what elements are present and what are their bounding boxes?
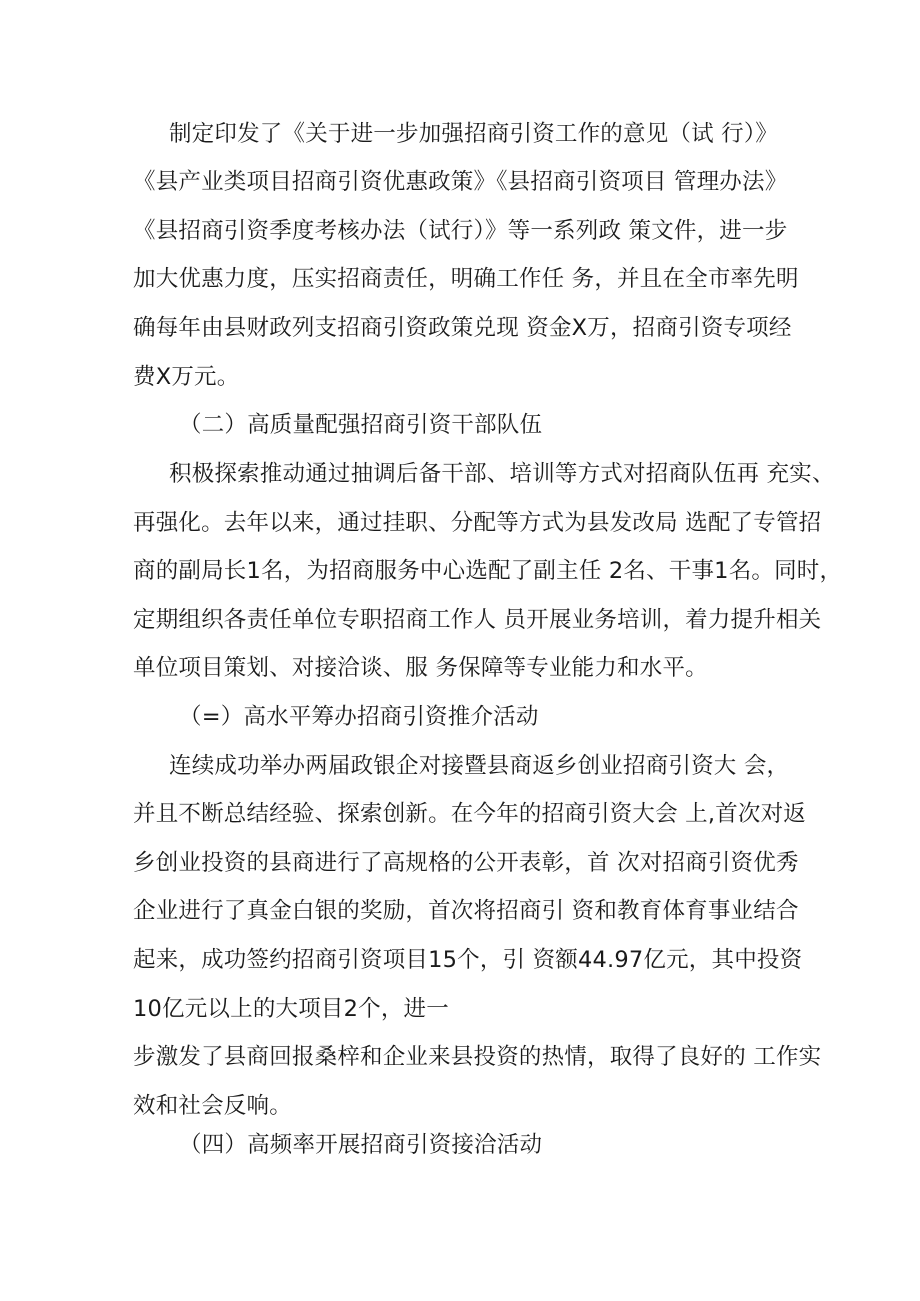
paragraph-line: 定期组织各责任单位专职招商工作人 员开展业务培训，着力提升相关 [133,607,822,633]
paragraph-line: 商的副局长1名，为招商服务中心选配了副主任 2名、干事1名。同时， [133,558,843,584]
paragraph-line: 效和社会反响。 [133,1093,292,1119]
paragraph-line: 并且不断总结经验、探索创新。在今年的招商引资大会 上,首次对返 [133,801,807,827]
section-heading: （二）高质量配强招商引资干部队伍 [179,412,543,438]
section-heading: （四）高频率开展招商引资接洽活动 [179,1132,543,1158]
paragraph-line: 10亿元以上的大项目2个，进一 [133,996,449,1022]
paragraph-line: 起来，成功签约招商引资项目15个，引 资额44.97亿元，其中投资 [133,947,803,973]
paragraph-line: 连续成功举办两届政银企对接暨县商返乡创业招商引资大 会， [169,753,790,779]
paragraph-line: 加大优惠力度，压实招商责任，明确工作任 务，并且在全市率先明 [133,266,799,292]
paragraph-line: 单位项目策划、对接洽谈、服 务保障等专业能力和水平。 [133,655,708,681]
paragraph-line: 费X万元。 [133,364,240,390]
paragraph-line: 积极探索推动通过抽调后备干部、培训等方式对招商队伍再 充实、 [169,461,835,487]
paragraph-line: 制定印发了《关于进一步加强招商引资工作的意见（试 行）》 [169,121,779,147]
paragraph-line: 乡创业投资的县商进行了高规格的公开表彰，首 次对招商引资优秀 [133,850,799,876]
paragraph-line: 《县产业类项目招商引资优惠政策》《县招商引资项目 管理办法》 [133,169,788,195]
paragraph-line: 步激发了县商回报桑梓和企业来县投资的热情，取得了良好的 工作实 [133,1044,822,1070]
paragraph-line: 再强化。去年以来，通过挂职、分配等方式为县发改局 选配了专管招 [133,510,822,536]
paragraph-line: 企业进行了真金白银的奖励，首次将招商引 资和教育体育事业结合 [133,898,799,924]
section-heading: （=）高水平筹办招商引资推介活动 [179,704,539,730]
paragraph-line: 《县招商引资季度考核办法（试行）》等一系列政 策文件，进一步 [133,218,788,244]
paragraph-line: 确每年由县财政列支招商引资政策兑现 资金X万，招商引资专项经 [133,315,792,341]
